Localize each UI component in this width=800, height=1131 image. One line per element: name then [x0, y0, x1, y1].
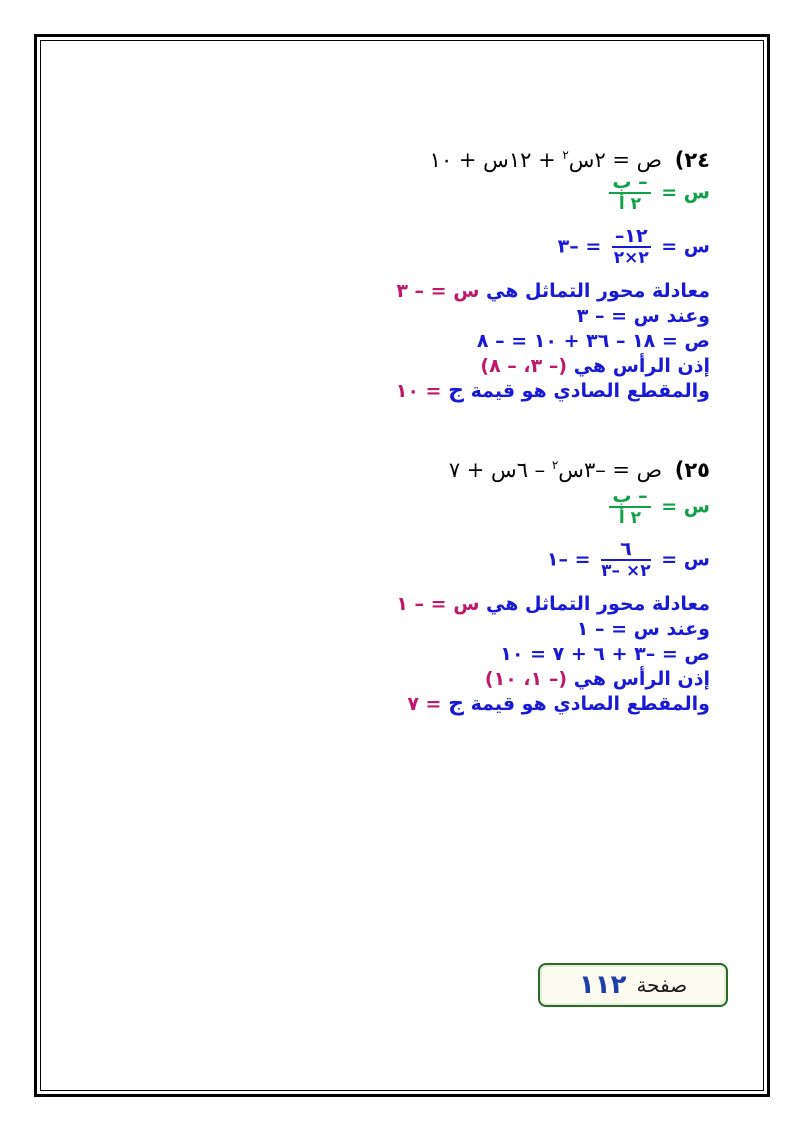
problem-25-axis-text: معادلة محور التماثل هي	[486, 593, 710, 615]
page-number: ١١٢	[578, 970, 627, 1000]
problem-24-vertex-text: إذن الرأس هي	[573, 355, 710, 377]
problem-24-x-calculation	[558, 226, 710, 268]
problem-25-y-calculation: ص = –٣ + ٦ + ٧ = ١٠	[500, 643, 710, 665]
problem-24-axis-value: س = – ٣	[396, 280, 480, 302]
problem-25-calc-result: = –١	[546, 548, 591, 571]
problem-25-vertex-value: (– ١، ١٠)	[484, 668, 568, 690]
problem-25-axis-line	[396, 592, 710, 616]
problem-24-axis-text: معادلة محور التماثل هي	[486, 280, 710, 302]
problem-25-intercept-c: ج	[448, 691, 464, 716]
problem-24-intercept-value: = ١٠	[395, 380, 442, 402]
problem-25-calc-numerator: ٦	[601, 539, 650, 561]
problem-24-vertex-value: (– ٣، – ٨)	[480, 355, 568, 377]
problem-24-y-calculation: ص = ١٨ – ٣٦ + ١٠ = – ٨	[476, 330, 710, 352]
problem-25-calc-lhs: س =	[661, 548, 710, 571]
problem-24-axis-line	[396, 279, 710, 303]
problem-25-axis-value: س = – ١	[396, 593, 480, 615]
problem-25-vertex-formula	[605, 486, 710, 528]
problem-24-eq-exponent: ٢	[562, 148, 569, 162]
problem-24-calc-fraction	[612, 226, 651, 268]
page-label: صفحة	[636, 973, 688, 997]
problem-25-equation	[449, 453, 710, 482]
page-number-badge	[538, 963, 728, 1007]
problem-25-formula-denominator: ٢ أ	[618, 508, 642, 528]
problem-25-eq-part1: ص = –٣س	[558, 458, 663, 482]
problem-24-equation	[430, 143, 710, 172]
problem-25-intercept-text: والمقطع الصادي هو قيمة	[470, 693, 710, 715]
problem-24-vertex-line	[480, 354, 710, 378]
problem-24-formula-fraction	[609, 172, 650, 214]
problem-24-eq-part2: + ١٢س + ١٠	[429, 148, 563, 172]
problem-24-vertex-formula	[605, 172, 710, 214]
problem-25-vertex-text: إذن الرأس هي	[573, 668, 710, 690]
problem-25-vertex-line	[485, 667, 710, 691]
problem-24-calc-result: = –٣	[557, 235, 602, 258]
problem-25-x-calculation	[547, 539, 710, 581]
problem-25-formula-lhs: س =	[661, 495, 710, 518]
problem-25-intercept-line	[407, 692, 710, 716]
problem-25-eq-part2: – ٦س + ٧	[448, 458, 552, 482]
problem-24-intercept-c: ج	[448, 378, 464, 403]
problem-24-formula-lhs: س =	[661, 181, 710, 204]
problem-24-intercept-line	[396, 379, 710, 403]
problem-24-calc-denominator: ٢×٢	[613, 248, 649, 268]
problem-25-number: ٢٥)	[674, 458, 710, 482]
problem-24-when-line: وعند س = – ٣	[576, 305, 710, 327]
problem-24-formula-denominator: ٢ أ	[618, 194, 642, 214]
problem-24-eq-part1: ص = ٢س	[568, 148, 663, 172]
problem-25-calc-denominator: ٢× –٣	[601, 561, 651, 581]
problem-24-calc-numerator: ١٢–	[612, 226, 651, 248]
problem-24-formula-numerator: – ب	[609, 172, 650, 194]
problem-25-intercept-value: = ٧	[407, 693, 442, 715]
problem-25-calc-fraction	[601, 539, 650, 581]
problem-24-calc-lhs: س =	[661, 235, 710, 258]
problem-25-formula-numerator: – ب	[609, 486, 650, 508]
problem-24-intercept-text: والمقطع الصادي هو قيمة	[470, 380, 710, 402]
problem-25-eq-exponent: ٢	[551, 458, 559, 472]
problem-25-formula-fraction	[609, 486, 650, 528]
problem-25-when-line: وعند س = – ١	[576, 618, 710, 640]
problem-24-number: ٢٤)	[674, 148, 710, 172]
